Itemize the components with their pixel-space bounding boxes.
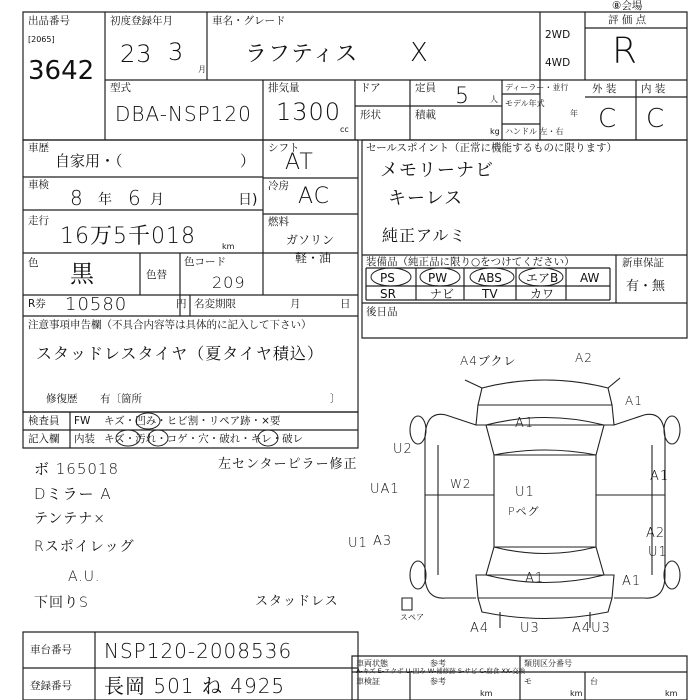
chassis-label: 車台番号 — [30, 644, 72, 656]
notes-text: スタッドレスタイヤ（夏タイヤ積込） — [36, 344, 324, 363]
grade: X — [410, 38, 429, 68]
mark-u1-left: U1 — [348, 536, 368, 551]
equip-tv: TV — [482, 287, 498, 301]
sales-line1: メモリーナビ — [380, 160, 494, 181]
shift-value: AT — [285, 150, 314, 175]
interior-items: キズ・汚れ・コゲ・穴・破れ・キレ・破レ — [104, 433, 304, 445]
ac-label: 冷房 — [268, 180, 289, 192]
record-label: 記入欄 — [28, 433, 60, 445]
remark-line-1: ボ 165018 — [34, 460, 120, 478]
footer-small-1: 車両状態 — [356, 659, 388, 668]
shaken-month: 6 — [128, 186, 142, 210]
footer-legend: A-キズ E-エクボ U-凹み W-補修跡 S-サビ C-腐食 XX-交換 — [356, 667, 526, 675]
equip-ps: PS — [380, 271, 395, 285]
fw-items: キズ・凹み・ヒビ割・リペア跡・×要 — [104, 415, 281, 427]
equip-navi: ナビ — [430, 287, 455, 301]
seats-label: 定員 — [415, 82, 436, 94]
shaken-day-unit: 日) — [238, 192, 258, 208]
mark-a1-right-bottom: A1 — [622, 574, 642, 589]
score-label: 評 価 点 — [608, 14, 647, 26]
inspector-label: 検査員 — [28, 415, 60, 427]
footer-small-3: 類別区分番号 — [524, 659, 572, 668]
mark-a4u3: A4U3 — [572, 621, 611, 636]
mark-a1-windshield: A1 — [515, 416, 535, 431]
reg-number-value: 長岡 501 ね 4925 — [104, 674, 286, 698]
remark-right-2: スタッドレス — [255, 594, 339, 609]
mark-a4-top: A4ブクレ — [460, 354, 517, 368]
footer-mo: モ — [524, 677, 532, 686]
mark-u3-bottom: U3 — [520, 621, 540, 636]
name-change-month: 月 — [290, 298, 301, 310]
after-label: 後日品 — [366, 306, 398, 318]
equip-aw: AW — [580, 271, 600, 285]
repair-close: 〕 — [330, 393, 341, 405]
sales-line2: キーレス — [388, 188, 464, 209]
handle-label: ハンドル 左・右 — [505, 127, 564, 136]
interior-label: 内装 — [74, 433, 95, 445]
footer-small-4: 車検証 — [356, 677, 380, 686]
footer-small-2: 参考 — [430, 659, 446, 668]
recycle-unit: 円 — [176, 298, 187, 310]
equip-leather: カワ — [530, 287, 555, 301]
color-code-label: 色コード — [184, 256, 226, 268]
mark-u2: U2 — [393, 442, 413, 457]
shift-label: シフト — [268, 142, 300, 154]
lot-number: 3642 — [28, 56, 95, 86]
recycle-label: R券 — [28, 298, 46, 310]
color-value: 黒 — [70, 260, 95, 288]
mark-peg: Pペグ — [508, 505, 540, 518]
mark-w2: W2 — [450, 477, 472, 491]
mark-u1-roof: U1 — [515, 485, 535, 500]
seats-unit: 人 — [490, 95, 498, 104]
color-code-value: 209 — [212, 273, 246, 292]
equip-sr: SR — [380, 287, 396, 301]
remark-line-5: A.U. — [68, 569, 101, 585]
seats-value: 5 — [455, 84, 470, 109]
name-change-label: 名変期限 — [194, 298, 236, 310]
mileage-value: 16万5千018 — [60, 224, 196, 249]
ext-label: 外 装 — [592, 83, 617, 95]
name-change-day: 日 — [340, 298, 351, 310]
ac-value: AC — [298, 184, 331, 209]
reg-number-label: 登録番号 — [30, 680, 72, 692]
reg-year: 23 — [120, 40, 153, 68]
lot-sub: [2065] — [28, 35, 55, 44]
spare-label: スペア — [400, 613, 424, 622]
reg-label: 初度登録年月 — [110, 15, 173, 27]
cc-value: 1300 — [276, 98, 342, 126]
mark-ua1: UA1 — [370, 482, 400, 497]
usage-value: 自家用・（ — [55, 152, 123, 170]
dealer-label: ディーラー・並行 — [505, 83, 569, 92]
reg-month: 3 — [168, 38, 185, 66]
mileage-unit: km — [222, 242, 235, 251]
int-label: 内 装 — [641, 83, 666, 95]
fuel-value: ガソリン — [286, 233, 335, 247]
usage-label: 車歴 — [28, 142, 49, 154]
form-label: 形状 — [360, 109, 381, 121]
mark-a4-bottom: A4 — [470, 621, 490, 636]
model-label: 車名・グレード — [212, 15, 286, 27]
remark-line-6: 下回りS — [34, 595, 89, 611]
mark-u1-right: U1 — [648, 545, 668, 560]
equip-airbag: エアB — [526, 271, 559, 285]
mark-a3: A3 — [373, 534, 393, 549]
repair-value: 有〔箇所 — [100, 393, 142, 405]
year-unit: 年 — [570, 109, 578, 118]
footer-kaku: 台 — [590, 677, 598, 686]
mark-a1-right-top: A1 — [625, 394, 643, 408]
ext-grade: C — [598, 104, 618, 134]
shaken-year: 8 — [70, 186, 84, 210]
shaken-label: 車検 — [28, 179, 49, 191]
type-value: DBA-NSP120 — [115, 102, 252, 126]
equipment-label: 装備品（純正品に限り○をつけてください） — [366, 256, 575, 268]
cc-unit: cc — [340, 125, 349, 134]
sales-label: セールスポイント（正常に機能するものに限ります） — [366, 142, 618, 154]
doors-label: ドア — [360, 82, 381, 94]
int-grade: C — [646, 104, 666, 134]
load-label: 積載 — [415, 109, 436, 121]
score: R — [612, 31, 639, 72]
equip-abs: ABS — [478, 271, 502, 285]
warranty-label: 新車保証 — [622, 257, 664, 269]
mark-a1-right-mid: A1 — [650, 469, 670, 484]
notes-title: 注意事項申告欄（不具合内容等は具体的に記入して下さい） — [28, 319, 312, 331]
remark-line-3: テンテナ× — [34, 511, 107, 527]
footer-km-3: km — [665, 689, 678, 698]
shaken-month-unit: 月 — [150, 192, 164, 208]
type-label: 型式 — [110, 82, 131, 94]
footer-km-1: km — [480, 689, 493, 698]
lot-label: 出品番号 — [28, 15, 70, 27]
fuel-alt: 軽・油 — [295, 251, 332, 265]
recycle-value: 10580 — [65, 294, 128, 315]
reg-month-unit: 月 — [198, 65, 206, 74]
sales-line3: 純正アルミ — [382, 226, 467, 245]
usage-close: ） — [240, 152, 256, 170]
footer-km-2: km — [570, 689, 583, 698]
mark-a2-right: A2 — [646, 526, 666, 541]
mileage-label: 走行 — [28, 215, 49, 227]
color-change-label: 色替 — [146, 269, 167, 281]
load-unit: kg — [490, 127, 500, 136]
drive-4wd: 4WD — [545, 57, 571, 69]
chassis-value: NSP120-2008536 — [104, 639, 293, 663]
drive-2wd: 2WD — [545, 29, 571, 41]
mark-a2-top: A2 — [575, 351, 593, 365]
remark-line-2: Dミラー A — [34, 485, 112, 503]
color-label: 色 — [28, 257, 39, 269]
shaken-year-unit: 年 — [98, 192, 112, 208]
remark-right-1: 左センターピラー修正 — [218, 457, 358, 472]
fw-label: FW — [74, 415, 91, 427]
footer-small-5: 参考 — [430, 677, 446, 686]
mark-a1-rear: A1 — [525, 571, 545, 586]
top-note: ⑧会場 — [612, 0, 643, 12]
remark-line-4: Rスポイレッグ — [34, 539, 135, 555]
car-diagram — [402, 378, 680, 628]
fuel-label: 燃料 — [268, 216, 289, 228]
repair-label: 修復歴 — [46, 393, 78, 405]
model-name: ラフティス — [245, 42, 359, 67]
equip-pw: PW — [428, 271, 448, 285]
cc-label: 排気量 — [268, 82, 300, 94]
warranty-value: 有・無 — [626, 279, 666, 294]
model-year-label: モデル年式 — [505, 99, 545, 108]
